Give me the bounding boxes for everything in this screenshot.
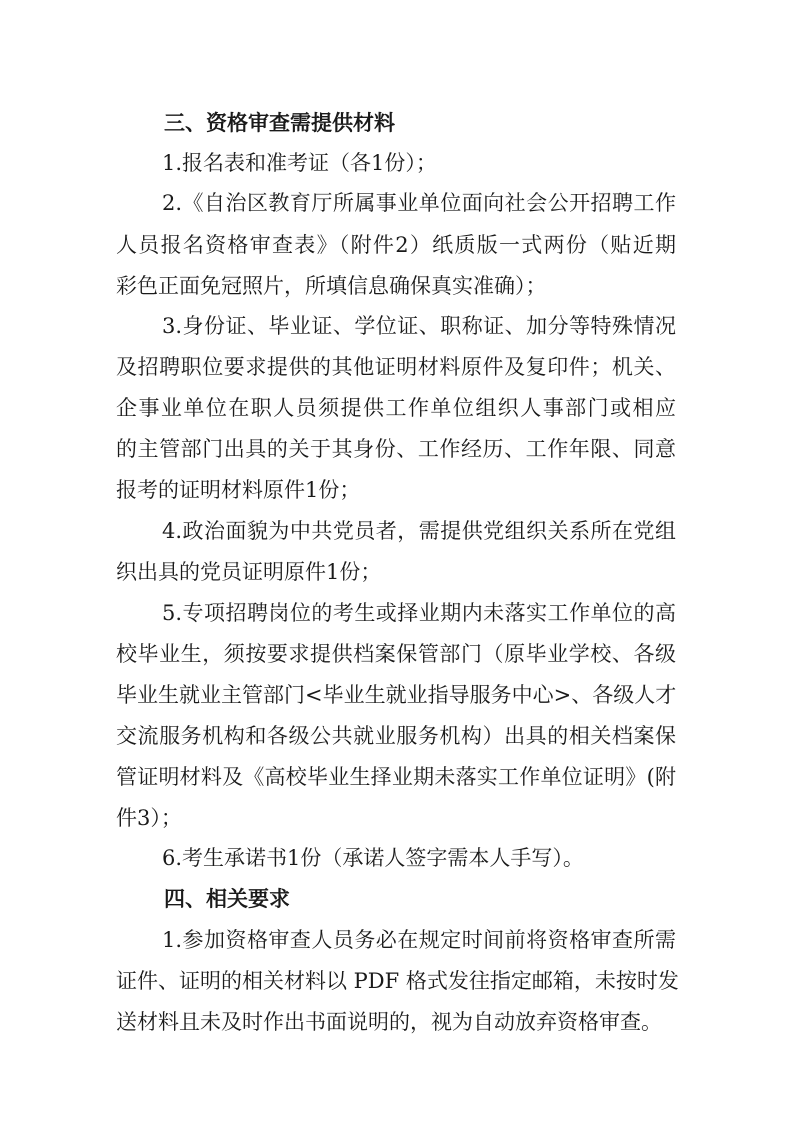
section-3-item-4-line-1: 4.政治面貌为中共党员者，需提供党组织关系所在党组: [162, 519, 676, 543]
section-3-item-4-line-2: 织出具的党员证明原件1份；: [116, 560, 382, 584]
section-3-item-5-line-1: 5.专项招聘岗位的考生或择业期内未落实工作单位的高: [162, 601, 676, 625]
section-3-item-3-line-2: 及招聘职位要求提供的其他证明材料原件及复印件；机关、: [116, 355, 676, 379]
section-3-item-6: 6.考生承诺书1份（承诺人签字需本人手写）。: [162, 846, 584, 870]
section-3-item-2-line-3: 彩色正面免冠照片，所填信息确保真实准确）；: [116, 274, 547, 298]
section-3-item-1: 1.报名表和准考证（各1份）；: [162, 151, 437, 175]
section-3-item-5-line-5: 管证明材料及《高校毕业生择业期未落实工作单位证明》(附: [116, 765, 676, 789]
section-3-item-2-line-1: 2.《自治区教育厅所属事业单位面向社会公开招聘工作: [162, 191, 676, 215]
section-3-item-3-line-4: 的主管部门出具的关于其身份、工作经历、工作年限、同意: [116, 437, 676, 461]
section-3-item-5-line-6: 件3）；: [116, 806, 182, 830]
section-3-item-5-line-4: 交流服务机构和各级公共就业服务机构）出具的相关档案保: [116, 724, 676, 748]
section-3-item-5-line-3: 毕业生就业主管部门<毕业生就业指导服务中心>、各级人才: [116, 683, 677, 707]
section-3-item-3-line-3: 企事业单位在职人员须提供工作单位组织人事部门或相应: [116, 396, 676, 420]
section-4-item-1-line-2: 证件、证明的相关材料以 PDF 格式发往指定邮箱，未按时发: [116, 969, 679, 993]
section-3-item-3-line-5: 报考的证明材料原件1份；: [116, 478, 361, 502]
section-4-heading: 四、相关要求: [164, 887, 290, 911]
section-4-item-1-line-3: 送材料且未及时作出书面说明的，视为自动放弃资格审查。: [116, 1010, 662, 1034]
section-3-item-2-line-2: 人员报名资格审查表》（附件2）纸质版一式两份（贴近期: [116, 233, 676, 257]
section-3-heading: 三、资格审查需提供材料: [164, 111, 395, 135]
section-3-item-3-line-1: 3.身份证、毕业证、学位证、职称证、加分等特殊情况: [162, 314, 676, 338]
section-3-item-5-line-2: 校毕业生，须按要求提供档案保管部门（原毕业学校、各级: [116, 642, 676, 666]
section-4-item-1-line-1: 1.参加资格审查人员务必在规定时间前将资格审查所需: [162, 928, 676, 952]
